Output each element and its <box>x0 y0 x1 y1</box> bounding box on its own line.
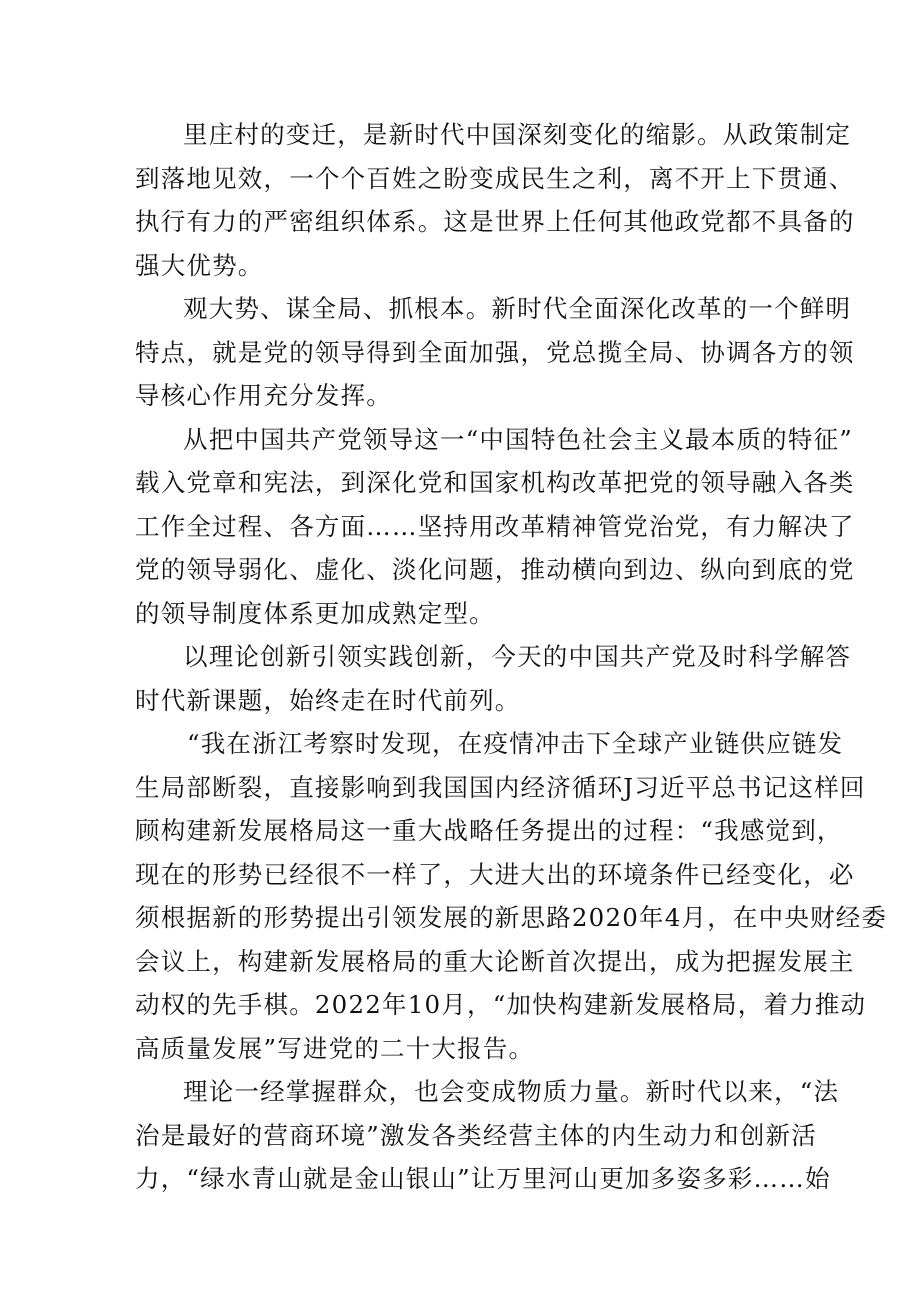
paragraph-line: 顾构建新发展格局这一重大战略任务提出的过程：“我感觉到， <box>135 816 843 845</box>
paragraph-line: 工作全过程、各方面……坚持用改革精神管党治党，有力解决了 <box>135 511 855 541</box>
paragraph-line: 以理论创新引领实践创新，今天的中国共产党及时科学解答 <box>183 642 852 671</box>
paragraph-line: 高质量发展”写进党的二十大报告。 <box>135 1033 535 1063</box>
paragraph-line: 到落地见效，一个个百姓之盼变成民生之利，离不开上下贯通、 <box>135 163 855 193</box>
paragraph-line: 的领导制度体系更加成熟定型。 <box>135 598 495 628</box>
paragraph-1 <box>135 113 855 287</box>
paragraph-line: 力，“绿水青山就是金山银山”让万里河山更加多姿多彩……始 <box>135 1164 831 1193</box>
paragraph-line: 载入党章和宪法，到深化党和国家机构改革把党的领导融入各类 <box>135 468 855 497</box>
paragraph-line: 动权的先手棋。2022年10月，“加快构建新发展格局，着力推动 <box>135 990 867 1019</box>
paragraph-line: 治是最好的营商环境”激发各类经营主体的内生动力和创新活 <box>135 1120 817 1150</box>
paragraph-line: 须根据新的形势提出引领发展的新思路2020年4月，在中央财经委 <box>135 903 888 932</box>
paragraph-line: 强大优势。 <box>135 250 264 280</box>
paragraph-6 <box>135 1070 840 1201</box>
paragraph-line: “我在浙江考察时发现，在疫情冲击下全球产业链供应链发 <box>187 729 844 758</box>
paragraph-line: 导核心作用充分发挥。 <box>135 381 392 410</box>
paragraph-3 <box>135 418 855 636</box>
paragraph-line: 里庄村的变迁，是新时代中国深刻变化的缩影。从政策制定 <box>183 120 852 149</box>
paragraph-line: 理论一经掌握群众，也会变成物质力量。新时代以来，“法 <box>183 1077 840 1106</box>
paragraph-5 <box>135 722 888 1070</box>
paragraph-line: 生局部断裂，直接影响到我国国内经济循环J习近平总书记这样回 <box>135 772 866 802</box>
paragraph-line: 从把中国共产党领导这一“中国特色社会主义最本质的特征” <box>183 424 853 454</box>
article-body <box>135 113 888 1201</box>
paragraph-2 <box>135 287 855 418</box>
paragraph-4 <box>135 635 852 722</box>
paragraph-line: 现在的形势已经很不一样了，大进大出的环境条件已经变化，必 <box>135 859 855 889</box>
paragraph-line: 时代新课题，始终走在时代前列。 <box>135 685 521 715</box>
paragraph-line: 执行有力的严密组织体系。这是世界上任何其他政党都不具备的 <box>135 207 855 236</box>
paragraph-line: 特点，就是党的领导得到全面加强，党总揽全局、协调各方的领 <box>135 337 855 367</box>
paragraph-line: 观大势、谋全局、抓根本。新时代全面深化改革的一个鲜明 <box>183 294 852 323</box>
paragraph-line: 会议上，构建新发展格局的重大论断首次提出，成为把握发展主 <box>135 946 855 976</box>
paragraph-line: 党的领导弱化、虚化、淡化问题，推动横向到边、纵向到底的党 <box>135 555 855 584</box>
